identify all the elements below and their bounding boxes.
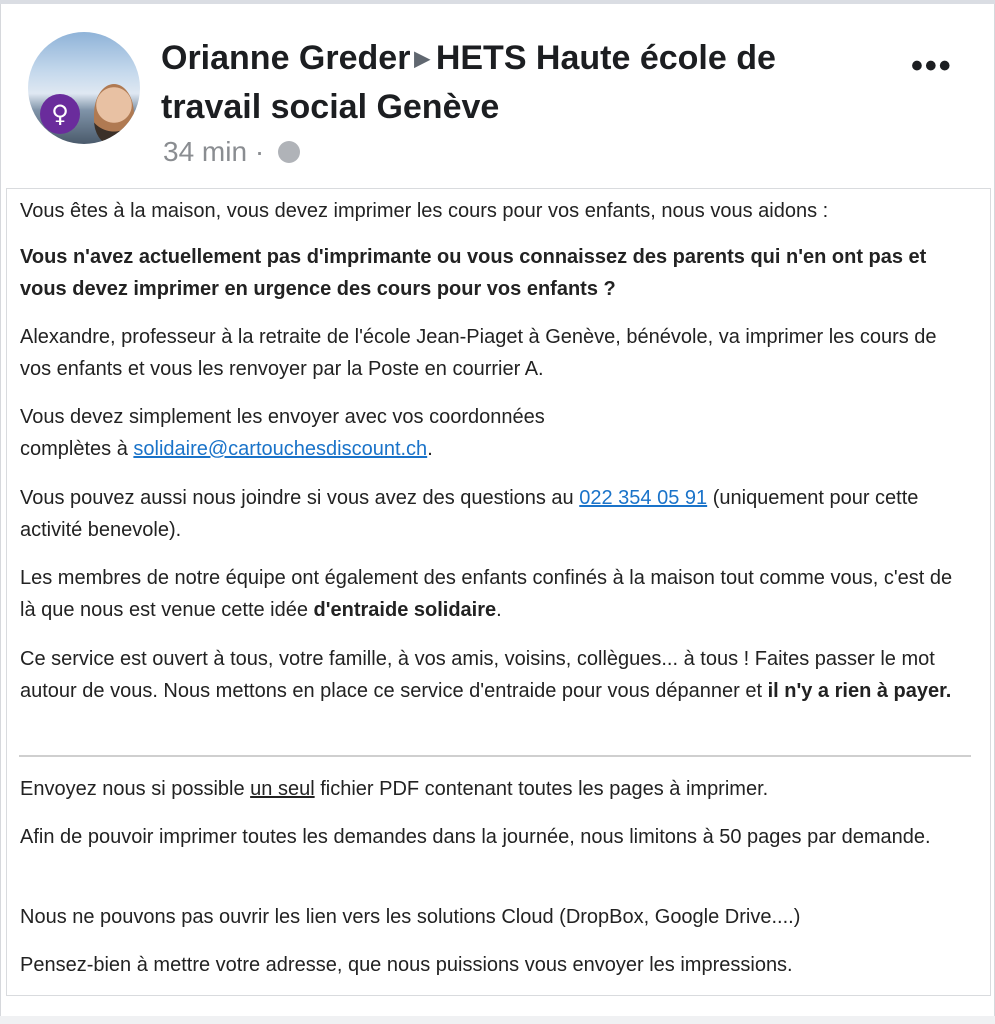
paragraph-question: Vous n'avez actuellement pas d'imprimante ou vous connaissez des parents qui n'en ont pas et vous devez imprimer en urgence des cours pour vos enfants ? xyxy=(20,246,927,300)
contact-text-b: (uniquement pour cette activité benevole). xyxy=(20,487,919,541)
female-symbol-icon: ♀ xyxy=(40,94,80,134)
paragraph-pdf xyxy=(20,773,970,805)
meta-separator: · xyxy=(254,136,265,167)
triangle-right-icon: ▶ xyxy=(414,48,430,70)
pdf-text-a: Envoyez nous si possible xyxy=(20,778,251,800)
author-name[interactable]: Orianne Greder xyxy=(161,39,411,77)
service-text: Ce service est ouvert à tous, votre famille, à vos amis, voisins, collègues... à tous ! Faites passer le mot autour de vous. Nous mettons en place ce service d'entraide pour vous dépanner et xyxy=(20,648,935,702)
send-text-a: Vous devez simplement les envoyer avec vos coordonnées xyxy=(20,406,545,428)
paragraph-service xyxy=(20,643,970,707)
paragraph-send xyxy=(20,401,970,465)
pdf-underline: un seul xyxy=(250,778,315,800)
paragraph-volunteer: Alexandre, professeur à la retraite de l'école Jean-Piaget à Genève, bénévole, va imprimer les cours de vos enfants et vous les renvoyer par la Poste en courrier A. xyxy=(20,326,937,380)
send-text-b: complètes à xyxy=(20,438,134,460)
shared-message xyxy=(6,188,991,996)
group-name[interactable]: HETS Haute école de travail social Genève xyxy=(161,39,776,126)
more-options-button[interactable]: ••• xyxy=(911,47,953,85)
send-text-end: . xyxy=(427,438,433,460)
email-link[interactable]: solidaire@cartouchesdiscount.ch xyxy=(133,438,428,460)
contact-text-a: Vous pouvez aussi nous joindre si vous avez des questions au xyxy=(20,487,580,509)
avatar-photo xyxy=(94,84,134,144)
paragraph-address: Pensez-bien à mettre votre adresse, que nous puissions vous envoyer les impressions. xyxy=(20,954,793,976)
post-meta xyxy=(163,134,300,170)
paragraph-limit: Afin de pouvoir imprimer toutes les demandes dans la journée, nous limitons à 50 pages par demande. xyxy=(20,826,931,848)
post-title xyxy=(161,34,881,131)
paragraph-team xyxy=(20,562,970,626)
post-timestamp[interactable]: 34 min xyxy=(163,136,248,167)
paragraph-cloud: Nous ne pouvons pas ouvrir les lien vers les solutions Cloud (DropBox, Google Drive....) xyxy=(20,906,801,928)
post-header xyxy=(1,4,994,184)
avatar[interactable] xyxy=(28,32,140,144)
team-bold: d'entraide solidaire xyxy=(313,599,497,621)
paragraph-contact xyxy=(20,482,970,546)
phone-link[interactable]: 022 354 05 91 xyxy=(579,487,708,509)
post-card xyxy=(0,4,995,1016)
pdf-text-b: fichier PDF contenant toutes les pages à imprimer. xyxy=(314,778,769,800)
globe-icon[interactable] xyxy=(278,141,300,163)
team-text: Les membres de notre équipe ont également des enfants confinés à la maison tout comme vous, c'est de là que nous est venue cette idée xyxy=(20,567,953,621)
divider xyxy=(19,755,971,757)
team-end: . xyxy=(496,599,502,621)
paragraph-intro: Vous êtes à la maison, vous devez imprimer les cours pour vos enfants, nous vous aidons : xyxy=(20,200,829,222)
service-bold: il n'y a rien à payer. xyxy=(767,680,952,702)
